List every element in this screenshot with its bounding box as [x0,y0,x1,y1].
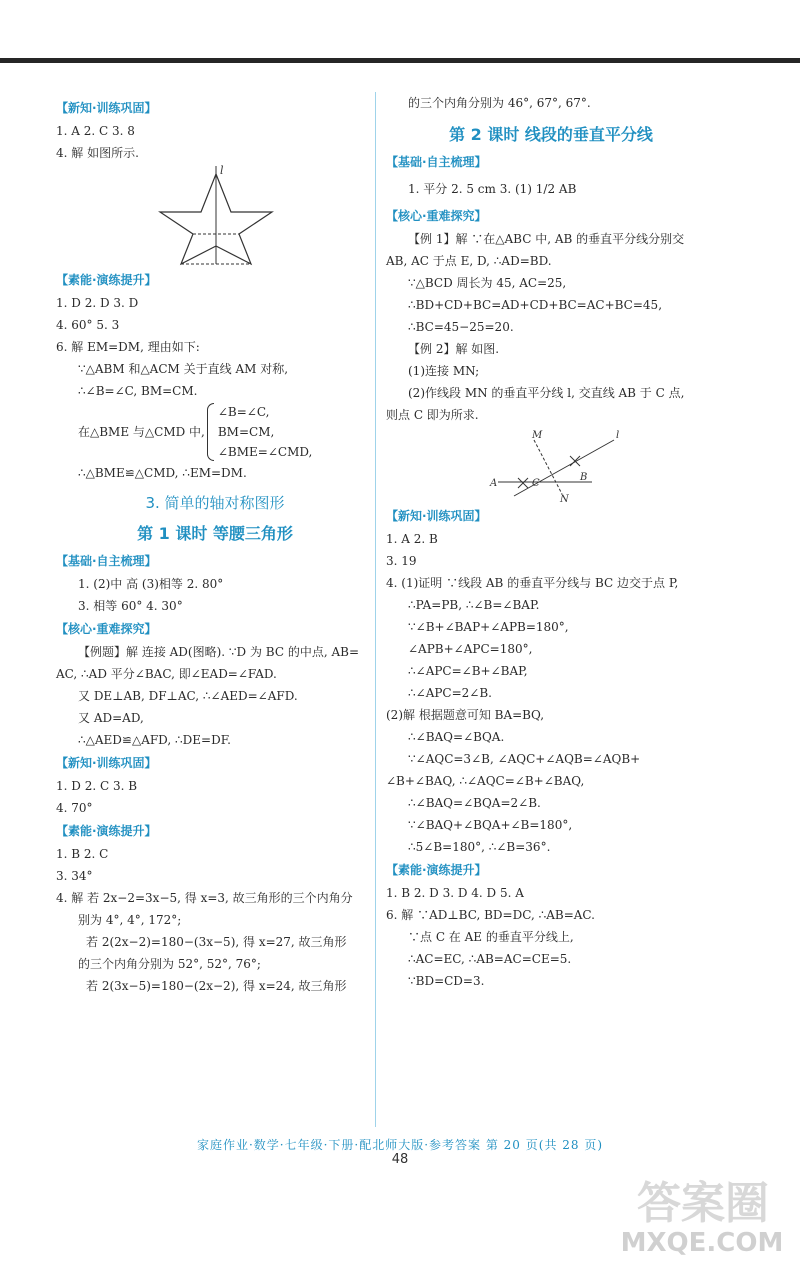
answer-line: ∵BD=CD=3. [408,974,485,988]
answer-line: ∴PA=PB, ∴∠B=∠BAP. [408,598,540,612]
answer-line: 3. 19 [386,554,417,568]
answer-line: 1. B 2. C [56,847,109,861]
answer-line: ∴BC=45−25=20. [408,320,514,334]
answer-line: ∵点 C 在 AE 的垂直平分线上, [408,930,574,944]
star-figure [56,164,374,268]
answer-line: 4. 60° 5. 3 [56,318,120,332]
answer-line: 3. 相等 60° 4. 30° [78,599,183,613]
answer-line: 若 2(2x−2)=180−(3x−5), 得 x=27, 故三角形 [86,935,347,949]
figure-label-l: l [616,430,620,441]
figure-label-B: B [580,472,588,483]
answer-line: ∵∠BAQ+∠BQA+∠B=180°, [408,818,573,832]
answer-line: ∵△BCD 周长为 45, AC=25, [408,276,567,290]
section-header: 【素能·演练提升】 [56,273,157,287]
answer-line: 1. 平分 2. 5 cm 3. (1) 1/2 AB [408,182,577,196]
answer-line: 1. B 2. D 3. D 4. D 5. A [386,886,524,900]
brace-item: BM=CM, [217,425,275,439]
answer-line: (2)作线段 MN 的垂直平分线 l, 交直线 AB 于 C 点, [408,386,685,400]
answer-line: ∴∠APC=∠B+∠BAP, [408,664,528,678]
answer-line: ∠B+∠BAQ, ∴∠AQC=∠B+∠BAQ, [386,774,585,788]
figure-label-C: C [532,478,540,489]
answer-line: 【例 2】解 如图. [408,342,500,356]
figure-label-A: A [490,478,498,489]
answer-line: ∴∠BAQ=∠BQA. [408,730,505,744]
answer-line: 1. A 2. C 3. 8 [56,124,135,138]
perpendicular-bisector-figure [386,426,716,504]
column-divider [375,92,376,1127]
brace-item: ∠BME=∠CMD, [217,445,313,459]
section-header: 【新知·训练巩固】 [386,509,487,523]
answer-line: ∴AC=EC, ∴AB=AC=CE=5. [408,952,572,966]
answer-line: 又 AD=AD, [78,711,144,725]
answer-line: ∴△AED≌△AFD, ∴DE=DF. [78,733,231,747]
top-rule [0,58,800,63]
watermark-logo: 答案圈 [637,1178,769,1229]
answer-line: 则点 C 即为所求. [386,408,479,422]
section-header: 【基础·自主梳理】 [386,155,487,169]
watermark-url: MXQE.COM [620,1228,784,1258]
figure-label-l: l [220,164,224,177]
answer-line: AC, ∴AD 平分∠BAC, 即∠EAD=∠FAD. [56,667,277,681]
answer-line: ∵∠B+∠BAP+∠APB=180°, [408,620,569,634]
section-title: 3. 简单的轴对称图形 [145,494,285,512]
answer-line: 的三个内角分别为 52°, 52°, 76°; [78,957,261,971]
answer-line: 1. (2)中 高 (3)相等 2. 80° [78,577,224,591]
section-header: 【素能·演练提升】 [56,824,157,838]
section-header: 【素能·演练提升】 [386,863,487,877]
right-column [386,92,716,992]
brace-item: ∠B=∠C, [217,405,270,419]
figure-label-M: M [532,430,543,441]
lesson-title: 第 1 课时 等腰三角形 [137,524,293,543]
answer-line: ∴BD+CD+BC=AD+CD+BC=AC+BC=45, [408,298,663,312]
section-header: 【基础·自主梳理】 [56,554,157,568]
answer-line: ∠APB+∠APC=180°, [408,642,533,656]
figure-label-N: N [560,494,569,504]
answer-line: 【例 1】解 ∵在△ABC 中, AB 的垂直平分线分别交 [408,232,685,246]
answer-line: 又 DE⊥AB, DF⊥AC, ∴∠AED=∠AFD. [78,689,298,703]
section-header: 【核心·重难探究】 [56,622,157,636]
answer-line: (1)连接 MN; [408,364,480,378]
section-header: 【新知·训练巩固】 [56,101,157,115]
left-column [56,96,374,997]
answer-line: ∴5∠B=180°, ∴∠B=36°. [408,840,551,854]
answer-line: 6. 解 ∵AD⊥BC, BD=DC, ∴AB=AC. [386,908,595,922]
answer-line: ∵△ABM 和△ACM 关于直线 AM 对称, [78,362,289,376]
answer-line: 3. 34° [56,869,93,883]
brace-mark [207,403,214,461]
answer-line: 在△BME 与△CMD 中, [78,425,205,439]
answer-line: 4. 解 如图所示. [56,146,139,160]
answer-line: 4. (1)证明 ∵线段 AB 的垂直平分线与 BC 边交于点 P, [386,576,679,590]
answer-line: ∴∠B=∠C, BM=CM. [78,384,198,398]
lesson-title: 第 2 课时 线段的垂直平分线 [449,125,653,144]
answer-line: 1. D 2. D 3. D [56,296,139,310]
answer-line: 【例题】解 连接 AD(图略). ∵D 为 BC 的中点, AB= [78,645,359,659]
page-number: 48 [391,1152,409,1167]
section-header: 【核心·重难探究】 [386,209,487,223]
answer-line: (2)解 根据题意可知 BA=BQ, [386,708,545,722]
brace-block [56,402,374,462]
answer-line: 别为 4°, 4°, 172°; [78,913,182,927]
answer-line: 的三个内角分别为 46°, 67°, 67°. [408,96,591,110]
answer-line: ∴△BME≌△CMD, ∴EM=DM. [78,466,247,480]
answer-line: 1. A 2. B [386,532,438,546]
answer-line: AB, AC 于点 E, D, ∴AD=BD. [386,254,552,268]
page-footer: 家庭作业·数学·七年级·下册·配北师大版·参考答案 第 20 页(共 28 页) [196,1138,604,1152]
answer-line: 1. D 2. C 3. B [56,779,138,793]
answer-line: 4. 解 若 2x−2=3x−5, 得 x=3, 故三角形的三个内角分 [56,891,353,905]
answer-line: ∴∠BAQ=∠BQA=2∠B. [408,796,541,810]
answer-line: ∵∠AQC=3∠B, ∠AQC+∠AQB=∠AQB+ [408,752,641,766]
answer-line: 4. 70° [56,801,93,815]
section-header: 【新知·训练巩固】 [56,756,157,770]
answer-line: 若 2(3x−5)=180−(2x−2), 得 x=24, 故三角形 [86,979,347,993]
answer-line: ∴∠APC=2∠B. [408,686,492,700]
answer-line: 6. 解 EM=DM, 理由如下: [56,340,200,354]
